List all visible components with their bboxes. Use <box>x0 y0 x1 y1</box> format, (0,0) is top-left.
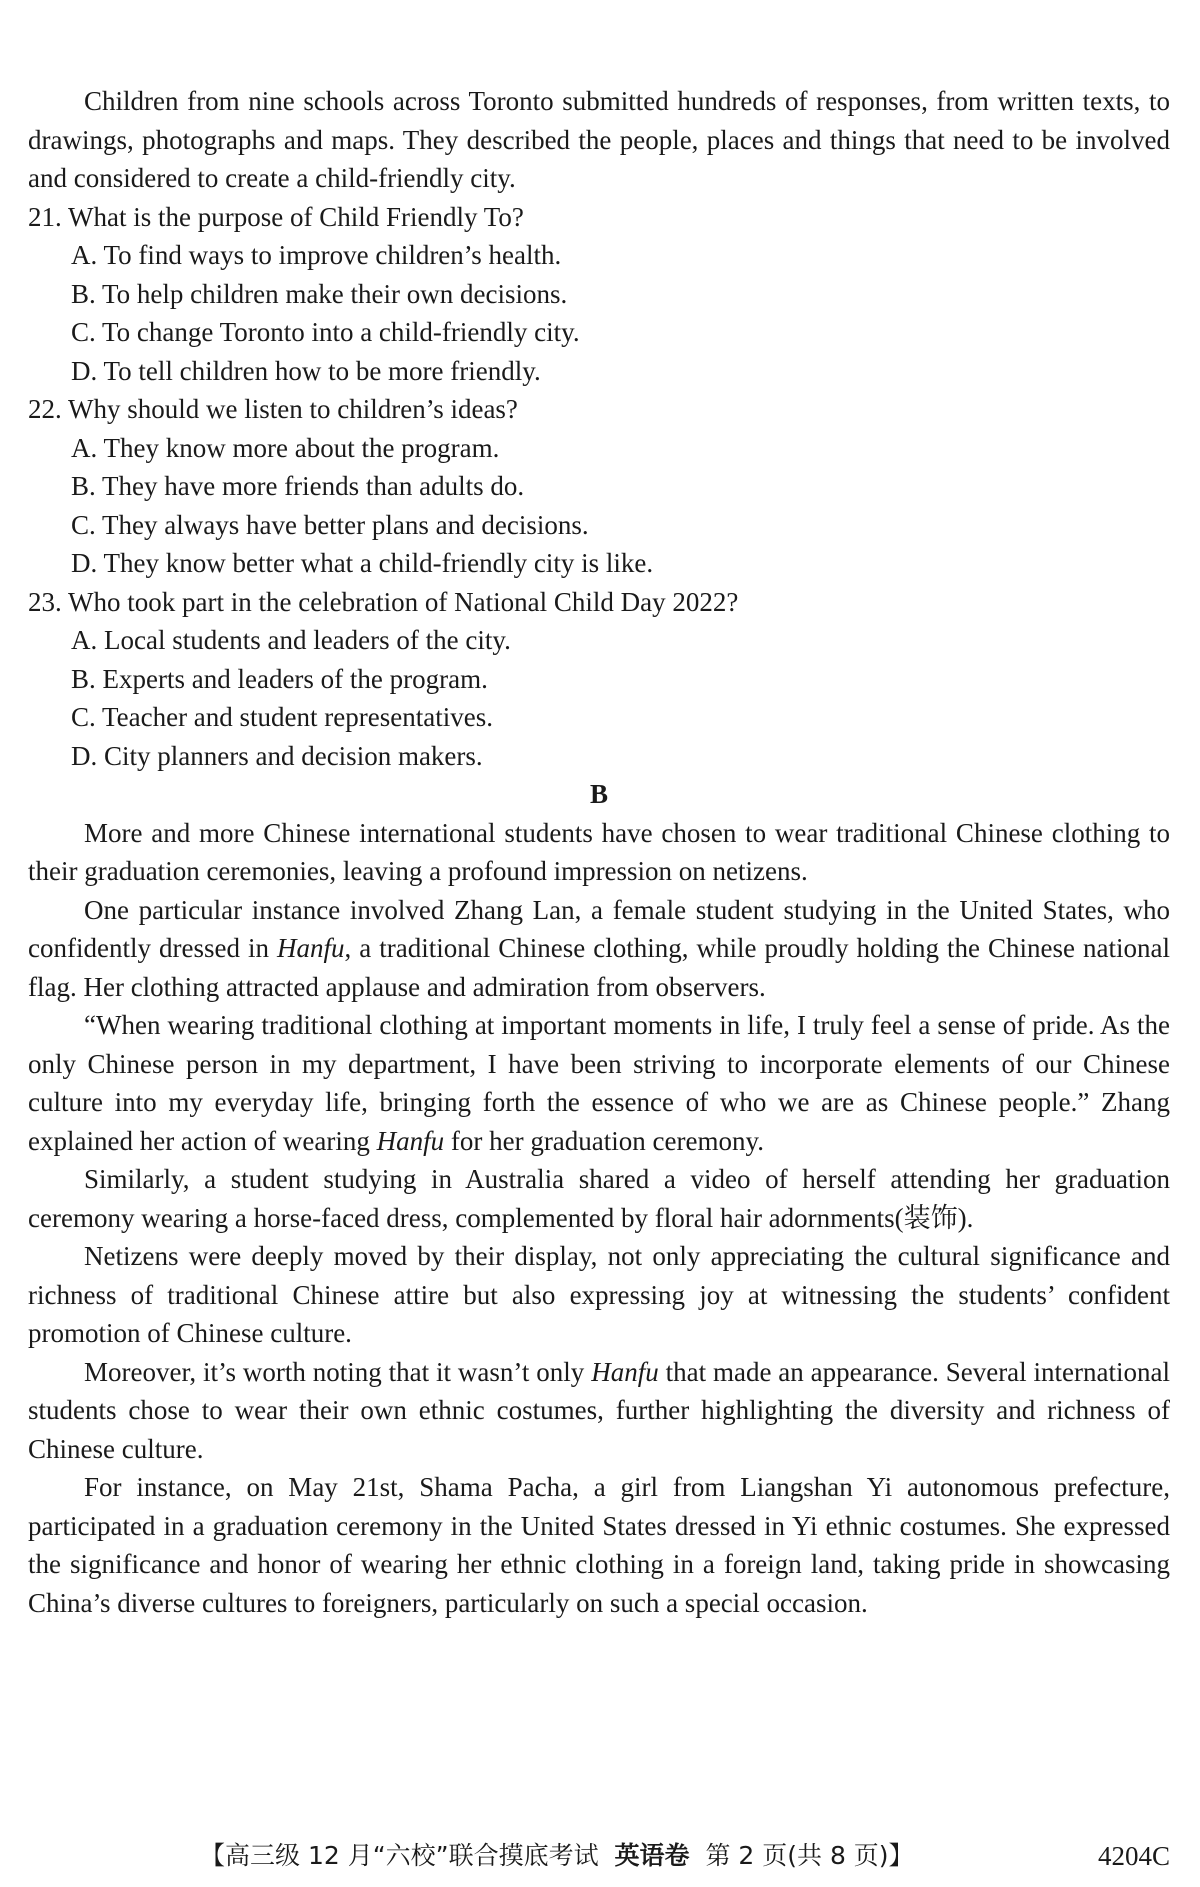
section-b-title: B <box>589 779 608 809</box>
section-b-paragraph-2 <box>28 891 1170 1007</box>
option-a: A. They know more about the program. <box>71 432 500 463</box>
section-b-paragraph-1: More and more Chinese international students have chosen to wear traditional Chinese clothing to their graduation ceremonies, leaving a profound impression on netizens. <box>28 817 1170 886</box>
page-number: 第 2 页(共 8 页)】 <box>705 1841 914 1870</box>
question-stem: 23. Who took part in the celebration of National Child Day 2022? <box>28 586 739 617</box>
section-b-paragraph-7: For instance, on May 21st, Shama Pacha, a girl from Liangshan Yi autonomous prefecture, participated in a graduation ceremony in the United States dressed in Yi ethnic costumes. She expressed the significance and honor of wearing her ethnic clothing in a foreign land, taking pride in showcasing China’s diverse cultures to foreigners, particularly on such a special occasion. <box>28 1472 1170 1618</box>
option-d: D. City planners and decision makers. <box>71 740 483 771</box>
section-b-paragraph-6 <box>28 1353 1170 1469</box>
paragraph-text: for her graduation ceremony. <box>444 1125 764 1156</box>
subject-name: 英语卷 <box>614 1841 690 1870</box>
hanfu-term: Hanfu <box>276 933 345 963</box>
section-b-paragraph-5: Netizens were deeply moved by their display, not only appreciating the cultural significance and richness of traditional Chinese attire but also expressing joy at witnessing the students’ confident promotion of Chinese culture. <box>28 1241 1170 1348</box>
section-b-paragraph-4: Similarly, a student studying in Australia shared a video of herself attending her graduation ceremony wearing a horse-faced dress, complemented by floral hair adornments(装饰). <box>28 1164 1170 1233</box>
paper-code: 4204C <box>1097 1841 1170 1871</box>
footer-exam-info <box>200 1838 914 1874</box>
paragraph-text: “When wearing traditional clothing at important moments in life, I truly feel a sense of pride. As the only Chinese person in my department, I have been striving to incorporate elements of our Chinese culture into my everyday life, bringing forth the essence of who we are as Chinese people.” Zhang explained her action of wearing <box>28 1010 1170 1156</box>
question-stem: 21. What is the purpose of Child Friendly To? <box>28 201 524 232</box>
exam-name: 【高三级 12 月“六校”联合摸底考试 <box>200 1841 599 1870</box>
option-c: C. To change Toronto into a child-friendly city. <box>71 317 580 347</box>
option-a: A. Local students and leaders of the city. <box>71 625 511 655</box>
option-a: A. To find ways to improve children’s health. <box>71 240 562 270</box>
question-23 <box>28 583 1170 776</box>
paragraph-text: , a traditional Chinese clothing, while proudly holding the Chinese national flag. Her clothing attracted applause and admiration from observers. <box>28 933 1170 1002</box>
page-footer <box>0 1838 1200 1874</box>
question-22 <box>28 390 1170 583</box>
option-d: D. To tell children how to be more friendly. <box>71 355 541 386</box>
option-d: D. They know better what a child-friendly city is like. <box>71 548 654 578</box>
passage-a-paragraph: Children from nine schools across Toronto submitted hundreds of responses, from written texts, to drawings, photographs and maps. They described the people, places and things that need to be involved and considered to create a child-friendly city. <box>28 86 1170 193</box>
exam-page <box>28 82 1170 1622</box>
option-b: B. Experts and leaders of the program. <box>71 663 488 694</box>
option-b: B. They have more friends than adults do. <box>71 471 525 501</box>
option-b: B. To help children make their own decisions. <box>71 278 568 309</box>
paragraph-text: One particular instance involved Zhang Lan, a female student studying in the United States, who confidently dressed in <box>28 894 1170 963</box>
option-c: C. They always have better plans and decisions. <box>71 509 589 540</box>
question-21 <box>28 198 1170 391</box>
hanfu-term: Hanfu <box>376 1125 445 1156</box>
question-stem: 22. Why should we listen to children’s ideas? <box>28 394 518 424</box>
paragraph-text: Moreover, it’s worth noting that it wasn’t only <box>84 1356 592 1387</box>
section-b-paragraph-3 <box>28 1006 1170 1160</box>
option-c: C. Teacher and student representatives. <box>71 702 493 732</box>
paragraph-text: that made an appearance. Several international students chose to wear their own ethnic costumes, further highlighting the diversity and richness of Chinese culture. <box>28 1356 1171 1464</box>
hanfu-term: Hanfu <box>591 1356 659 1387</box>
